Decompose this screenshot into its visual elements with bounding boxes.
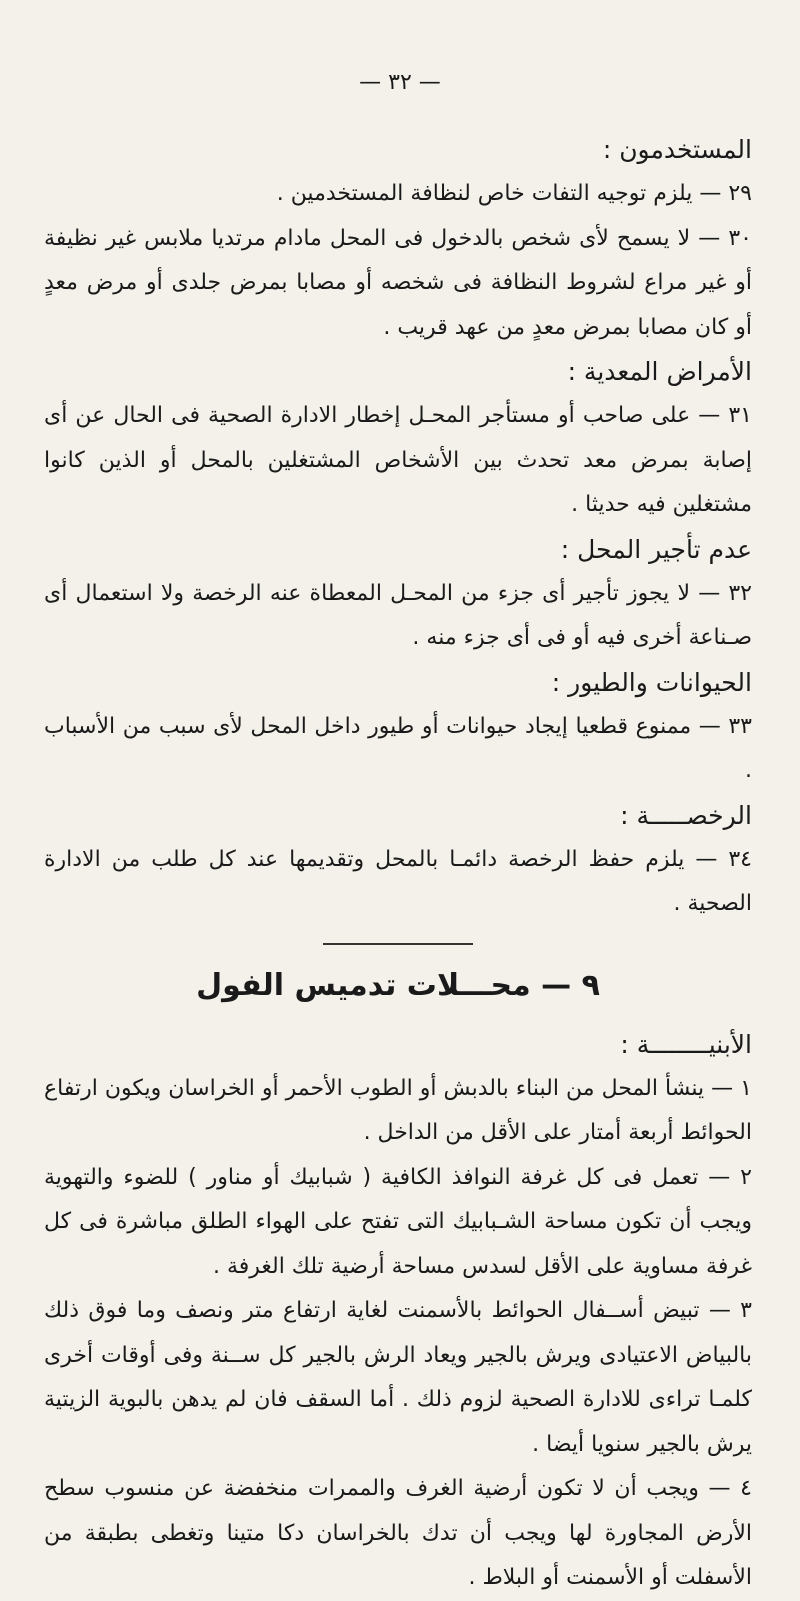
page-number: — ٣٢ — bbox=[359, 70, 441, 95]
numbered-clause: ٣٣ — ممنوع قطعيا إيجاد حيوانات أو طيور داخل المحل لأى سبب من الأسباب . bbox=[44, 713, 752, 783]
subheading: الرخصـــــة : bbox=[620, 800, 752, 830]
numbered-clause: ٤ — ويجب أن لا تكون أرضية الغرف والممرات منخفضة عن منسوب سطح الأرض المجاورة لها ويجب أن تدك بالخراسان دكا متينا وتغطى بطبقة من الأسفلت أو الأسمنت أو البلاط . bbox=[44, 1476, 752, 1590]
subheading: المستخدمون : bbox=[602, 135, 752, 164]
numbered-clause: ٣٤ — يلزم حفظ الرخصة دائمـا بالمحل وتقديمها عند كل طلب من الادارة الصحية . bbox=[44, 846, 752, 916]
page-content bbox=[44, 128, 752, 1601]
numbered-clause: ٣٢ — لا يجوز تأجير أى جزء من المحـل المعطاة عنه الرخصة ولا استعمال أى صـناعة أخرى فيه أو فى أى جزء منه . bbox=[44, 580, 752, 650]
numbered-clause: ١ — ينشأ المحل من البناء بالدبش أو الطوب الأحمر أو الخراسان ويكون ارتفاع الحوائط أربعة أمتار على الأقل من الداخل . bbox=[44, 1075, 752, 1145]
subheading: الأبنيــــــــة : bbox=[620, 1029, 752, 1059]
section-divider bbox=[323, 943, 473, 945]
numbered-clause: ٣ — تبيض أســفال الحوائط بالأسمنت لغاية ارتفاع متر ونصف وما فوق ذلك بالبياض الاعتيادى ويرش بالجير ويعاد الرش بالجير كل ســنة وفى أوقات أخرى كلمـا تراءى للادارة الصحية لزوم ذلك . أما السقف فان لم يدهن بالبوية الزيتية يرش بالجير سنويا أيضا . bbox=[44, 1298, 752, 1457]
subheading: عدم تأجير المحل : bbox=[560, 534, 752, 564]
numbered-clause: ٢٩ — يلزم توجيه التفات خاص لنظافة المستخدمين . bbox=[276, 181, 752, 206]
numbered-clause: ٣١ — على صاحب أو مستأجر المحـل إخطار الادارة الصحية فى الحال عن أى إصابة بمرض معد تحدث بين الأشخاص المشتغلين بالمحل أو الذين كانوا مشتغلين فيه حديثا . bbox=[44, 403, 752, 517]
numbered-clause: ٣٠ — لا يسمح لأى شخص بالدخول فى المحل مادام مرتديا ملابس غير نظيفة أو غير مراع لشروط النظافة فى شخصه أو مصابا بمرض جلدى أو مرض معدٍ أو كان مصابا بمرض معدٍ من عهد قريب . bbox=[44, 225, 752, 340]
subheading: الحيوانات والطيور : bbox=[551, 667, 752, 697]
numbered-clause: ٢ — تعمل فى كل غرفة النوافذ الكافية ( شبابيك أو مناور ) للضوء والتهوية ويجب أن تكون مساحة الشـبابيك التى تفتح على الهواء الطلق مباشرة فى كل غرفة مساوية على الأقل لسدس مساحة أرضية تلك الغرفة . bbox=[44, 1164, 752, 1279]
section-title: ٩ — محـــلات تدميس الفول bbox=[196, 967, 600, 1003]
subheading: الأمراض المعدية : bbox=[567, 357, 752, 386]
